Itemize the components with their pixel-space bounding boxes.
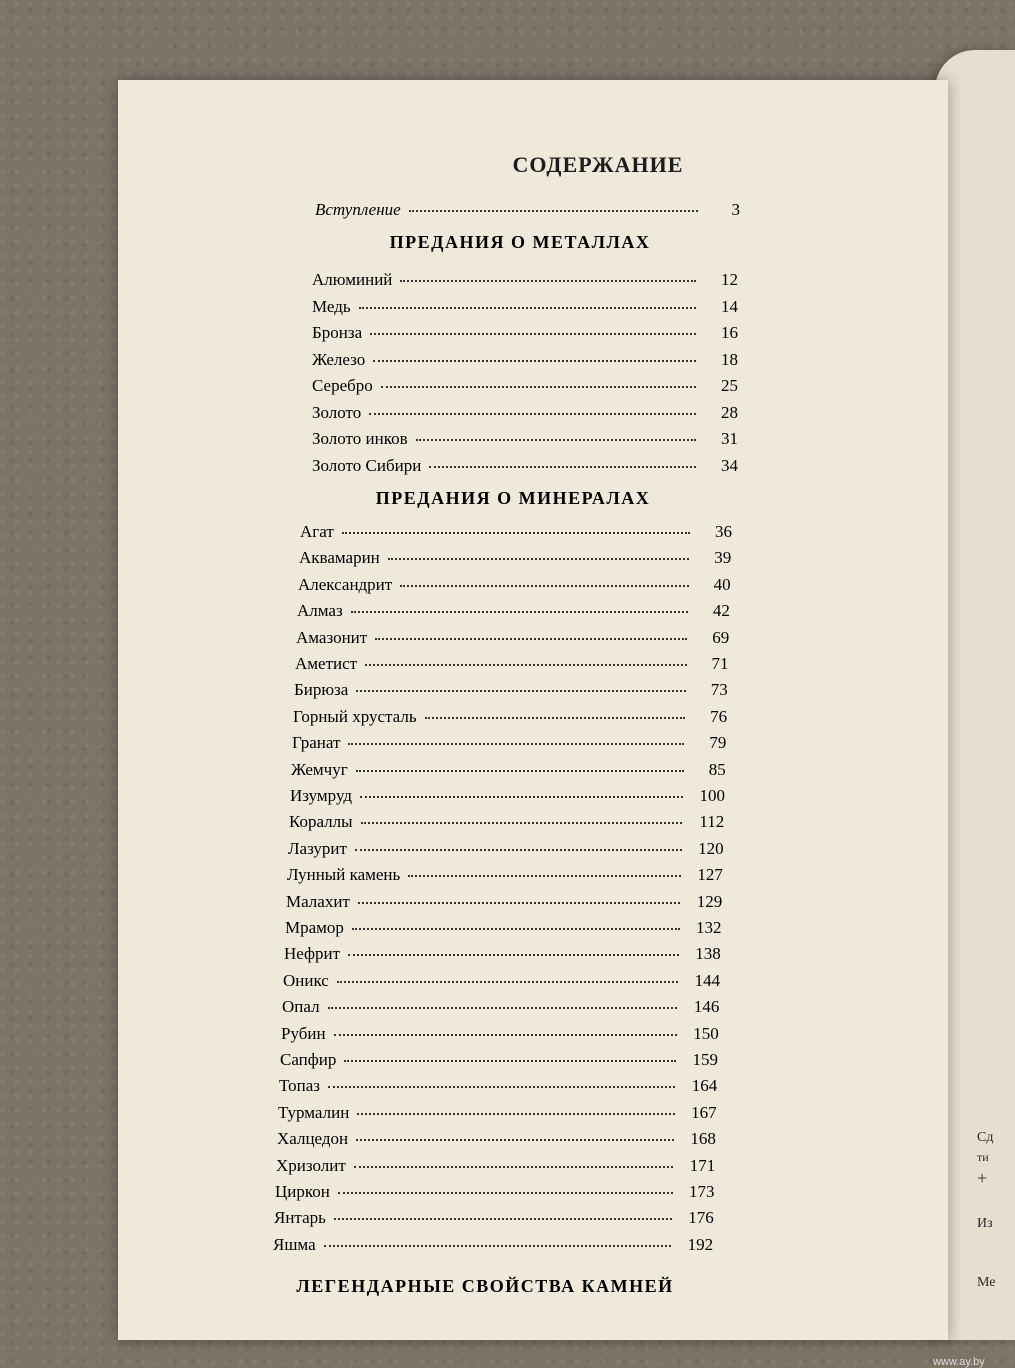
toc-entry-page: 71 xyxy=(711,654,729,673)
toc-entry-page: 3 xyxy=(731,200,740,219)
toc-entry-label: Турмалин xyxy=(278,1102,350,1122)
toc-entry-page: 76 xyxy=(710,706,728,726)
toc-entry xyxy=(312,403,738,423)
toc-entry xyxy=(295,654,729,674)
toc-entry-label: Золото xyxy=(312,402,362,422)
dot-leader xyxy=(416,439,696,441)
toc-entry-page: 40 xyxy=(713,574,731,594)
toc-entry-label: Сапфир xyxy=(280,1050,337,1069)
toc-entry-page: 79 xyxy=(709,733,727,753)
adjacent-page-fragment: ти xyxy=(977,1150,989,1164)
toc-entry-label: Яшма xyxy=(273,1234,316,1254)
toc-entry-label: Бронза xyxy=(312,323,363,342)
toc-entry xyxy=(312,350,738,370)
toc-entry xyxy=(296,628,729,648)
page-title: СОДЕРЖАНИЕ xyxy=(512,152,684,177)
toc-entry-page: 73 xyxy=(710,680,728,700)
dot-leader xyxy=(381,386,696,388)
toc-entry-label: Александрит xyxy=(298,574,393,594)
toc-entry-label: Мрамор xyxy=(285,918,344,937)
toc-entry-page: 168 xyxy=(690,1129,716,1149)
toc-entry-label: Янтарь xyxy=(274,1208,326,1228)
toc-entry-label: Изумруд xyxy=(290,786,353,805)
toc-entry-page: 69 xyxy=(712,627,730,647)
dot-leader xyxy=(360,796,683,798)
toc-entry-label: Золото Сибири xyxy=(312,455,422,475)
toc-entry xyxy=(287,865,723,885)
toc-entry-page: 173 xyxy=(689,1182,715,1201)
toc-entry xyxy=(312,297,738,317)
toc-entry-label: Алюминий xyxy=(312,270,393,289)
dot-leader xyxy=(400,280,696,282)
dot-leader xyxy=(375,638,687,640)
toc-entry xyxy=(312,270,738,290)
toc-entry-page: 42 xyxy=(712,601,730,621)
toc-entry-label: Жемчуг xyxy=(291,759,348,779)
toc-entry-label: Оникс xyxy=(283,970,329,990)
dot-leader xyxy=(354,1166,673,1168)
dot-leader xyxy=(334,1034,677,1036)
dot-leader xyxy=(373,360,696,362)
toc-entry-label: Вступление xyxy=(315,200,401,219)
toc-entry-page: 138 xyxy=(695,944,721,964)
dot-leader xyxy=(355,849,682,851)
toc-entry-label: Горный хрусталь xyxy=(293,706,417,726)
toc-entry-page: 150 xyxy=(693,1023,719,1043)
toc-entry-label: Лазурит xyxy=(288,838,347,858)
toc-entry-label: Лунный камень xyxy=(287,865,401,885)
toc-entry xyxy=(282,997,719,1017)
watermark: www.ay.by xyxy=(933,1356,985,1368)
toc-entry-page: 25 xyxy=(721,376,738,395)
dot-leader xyxy=(328,1086,675,1088)
toc-entry-page: 34 xyxy=(721,455,738,475)
toc-entry xyxy=(275,1182,715,1202)
dot-leader xyxy=(359,307,696,309)
toc-entry xyxy=(294,680,728,700)
toc-entry-label: Железо xyxy=(312,349,366,369)
dot-leader xyxy=(400,585,688,587)
dot-leader xyxy=(342,532,690,534)
toc-entry-page: 28 xyxy=(721,402,738,422)
toc-entry xyxy=(298,575,731,595)
toc-entry xyxy=(299,548,731,568)
toc-entry-label: Кораллы xyxy=(289,812,353,832)
toc-entry-label: Бирюза xyxy=(294,680,349,700)
toc-entry-page: 36 xyxy=(715,522,732,541)
dot-leader xyxy=(365,664,686,666)
toc-entry-page: 129 xyxy=(696,891,723,911)
toc-entry xyxy=(278,1103,717,1123)
toc-entry xyxy=(273,1235,713,1255)
toc-entry-page: 31 xyxy=(721,429,738,448)
toc-entry-label: Золото инков xyxy=(312,429,408,448)
toc-entry-label: Алмаз xyxy=(297,601,343,621)
toc-entry-page: 171 xyxy=(689,1155,716,1175)
toc-entry-label: Амазонит xyxy=(296,627,368,647)
toc-entry-page: 39 xyxy=(714,548,732,568)
dot-leader xyxy=(356,690,685,692)
adjacent-page-fragment: Из xyxy=(977,1216,993,1231)
toc-entry-label: Аквамарин xyxy=(299,548,380,568)
dot-leader xyxy=(357,1113,674,1115)
dot-leader xyxy=(388,558,690,560)
toc-entry-page: 146 xyxy=(693,997,720,1017)
toc-entry xyxy=(292,733,726,753)
toc-entry xyxy=(281,1024,719,1044)
dot-leader xyxy=(338,1192,673,1194)
toc-entry-page: 127 xyxy=(697,865,723,885)
toc-entry xyxy=(290,786,725,806)
toc-entry-page: 18 xyxy=(721,349,738,369)
toc-entry xyxy=(288,839,724,859)
toc-entry xyxy=(293,707,727,727)
toc-entry-label: Малахит xyxy=(286,891,350,911)
dot-leader xyxy=(409,210,698,212)
toc-entry-intro xyxy=(315,200,740,220)
toc-entry-page: 100 xyxy=(699,786,725,805)
toc-entry-page: 12 xyxy=(721,270,738,289)
toc-entry xyxy=(297,601,730,621)
dot-leader xyxy=(356,1139,674,1141)
toc-entry-label: Нефрит xyxy=(284,944,341,964)
toc-entry-label: Топаз xyxy=(279,1076,320,1096)
toc-entry xyxy=(312,376,738,396)
toc-entry xyxy=(274,1208,714,1228)
dot-leader xyxy=(344,1060,676,1062)
toc-entry-label: Гранат xyxy=(292,733,341,753)
toc-entry xyxy=(312,323,738,343)
dot-leader xyxy=(352,928,680,930)
dot-leader xyxy=(361,822,683,824)
toc-entry xyxy=(286,892,722,912)
dot-leader xyxy=(351,611,688,613)
dot-leader xyxy=(358,902,680,904)
dot-leader xyxy=(356,770,684,772)
toc-entry-label: Халцедон xyxy=(277,1129,349,1149)
toc-entry-label: Агат xyxy=(300,522,334,541)
toc-entry-label: Медь xyxy=(312,296,351,316)
toc-entry-page: 164 xyxy=(691,1076,718,1096)
toc-entry xyxy=(277,1129,716,1149)
toc-entry xyxy=(312,429,738,449)
toc-entry-page: 85 xyxy=(708,759,726,779)
toc-entry xyxy=(283,971,720,991)
toc-entry-page: 176 xyxy=(688,1208,714,1228)
toc-entry-page: 167 xyxy=(691,1102,717,1122)
toc-entry-label: Циркон xyxy=(275,1182,330,1201)
adjacent-page-fragment: + xyxy=(977,1168,988,1188)
dot-leader xyxy=(334,1218,672,1220)
section-heading: ПРЕДАНИЯ О МИНЕРАЛАХ xyxy=(375,488,651,508)
toc-entry xyxy=(285,918,722,938)
dot-leader xyxy=(348,954,679,956)
dot-leader xyxy=(369,413,696,415)
dot-leader xyxy=(425,717,686,719)
toc-entry xyxy=(300,522,732,542)
section-heading: ПРЕДАНИЯ О МЕТАЛЛАХ xyxy=(389,232,651,252)
toc-entry-page: 144 xyxy=(694,970,721,990)
toc-entry-page: 159 xyxy=(692,1050,718,1069)
section-heading: ЛЕГЕНДАРНЫЕ СВОЙСТВА КАМНЕЙ xyxy=(296,1276,674,1296)
dot-leader xyxy=(324,1245,671,1247)
dot-leader xyxy=(429,466,696,468)
toc-entry-label: Аметист xyxy=(295,654,358,673)
toc-entry xyxy=(284,944,721,964)
dot-leader xyxy=(408,875,681,877)
toc-entry-page: 14 xyxy=(721,296,738,316)
toc-entry xyxy=(312,456,738,476)
dot-leader xyxy=(337,981,678,983)
toc-entry xyxy=(291,760,726,780)
toc-entry xyxy=(279,1076,717,1096)
toc-entry-page: 192 xyxy=(687,1234,714,1254)
toc-entry-label: Серебро xyxy=(312,376,373,395)
toc-entry xyxy=(280,1050,718,1070)
dot-leader xyxy=(328,1007,678,1009)
toc-entry-label: Хризолит xyxy=(276,1155,346,1175)
toc-entry-label: Рубин xyxy=(281,1023,326,1043)
dot-leader xyxy=(370,333,696,335)
toc-entry xyxy=(289,812,724,832)
toc-entry-page: 112 xyxy=(699,812,725,832)
toc-entry-page: 132 xyxy=(696,918,722,937)
toc-entry xyxy=(276,1156,715,1176)
toc-entry-page: 16 xyxy=(721,323,738,342)
adjacent-page-fragment: Сд xyxy=(977,1130,994,1145)
adjacent-page-fragment: Ме xyxy=(977,1275,996,1290)
dot-leader xyxy=(348,743,684,745)
toc-entry-page: 120 xyxy=(698,838,724,858)
toc-entry-label: Опал xyxy=(282,997,320,1017)
